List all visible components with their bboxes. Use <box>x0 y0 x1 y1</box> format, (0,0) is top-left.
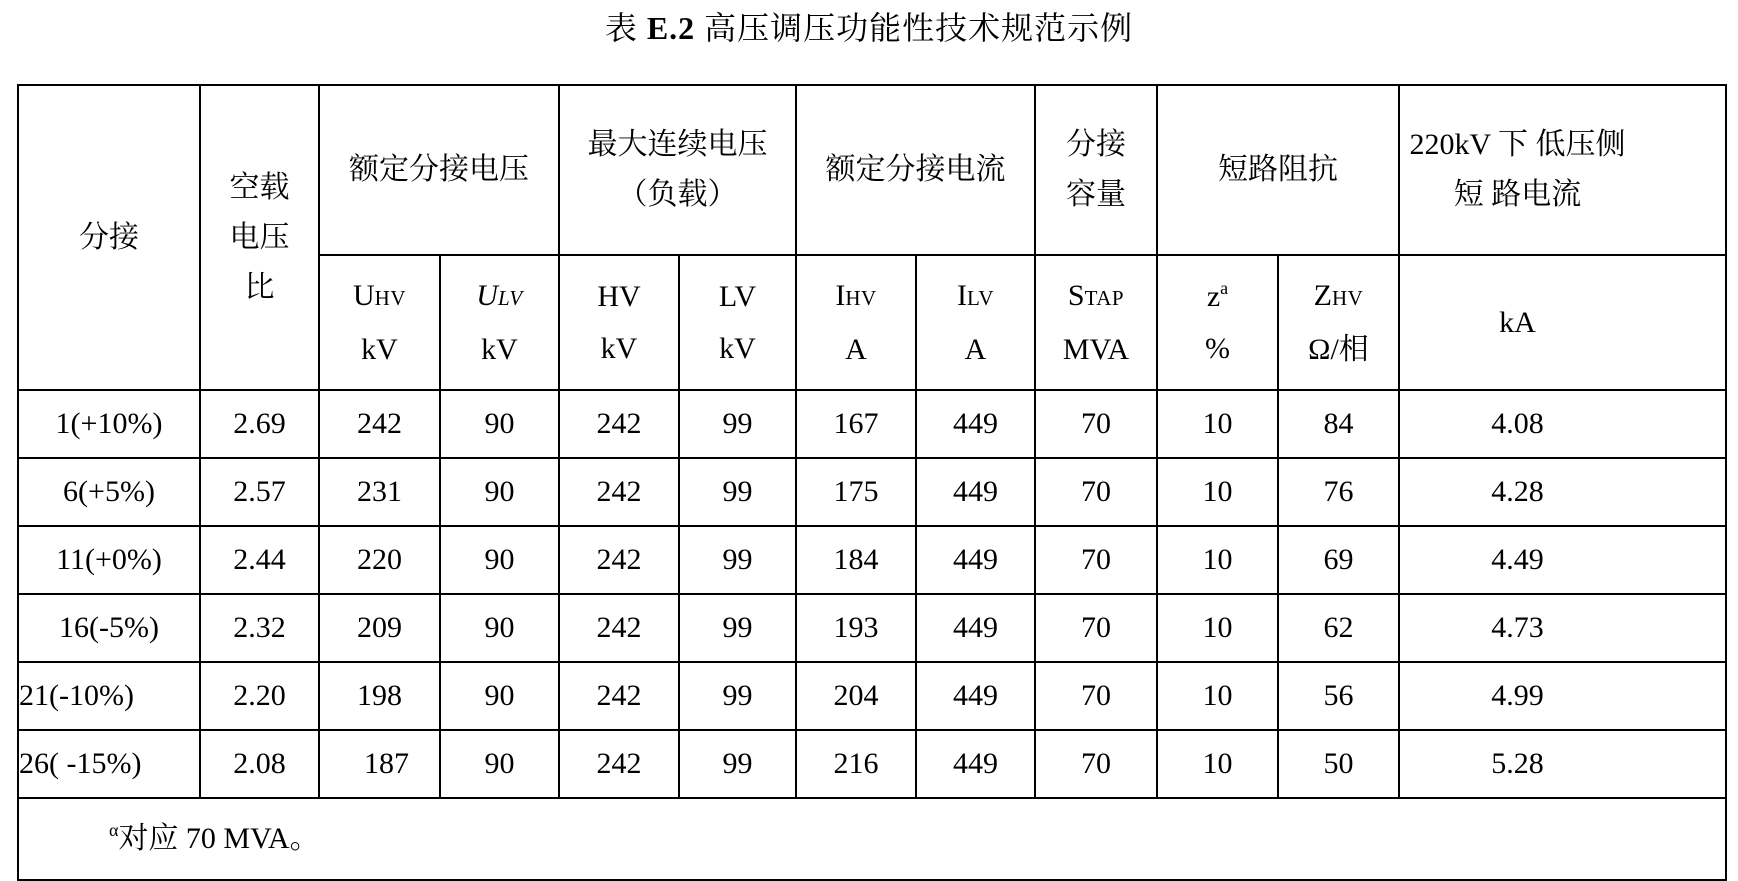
sub-stap <box>1035 255 1157 390</box>
cell-max-lv: 99 <box>679 526 796 594</box>
cell-z-pct: 10 <box>1157 662 1278 730</box>
cell-z-pct: 10 <box>1157 594 1278 662</box>
cell-sc-ka: 4.28 <box>1399 458 1726 526</box>
header-capacity: 分接 容量 <box>1035 85 1157 255</box>
cell-sc-ka: 4.73 <box>1399 594 1726 662</box>
cell-z-pct: 10 <box>1157 730 1278 798</box>
table-row <box>18 662 1726 730</box>
cell-z-hv: 84 <box>1278 390 1399 458</box>
cell-i-lv: 449 <box>916 594 1035 662</box>
header-sc-current: 220kV 下 低压侧短 路电流 <box>1399 85 1726 255</box>
cell-tap: 16(-5%) <box>18 594 200 662</box>
cell-ratio: 2.57 <box>200 458 319 526</box>
sub-z <box>1157 255 1278 390</box>
cell-ratio: 2.69 <box>200 390 319 458</box>
sub-ihv <box>796 255 916 390</box>
cell-max-lv: 99 <box>679 458 796 526</box>
sub-uhv-sub: HV <box>374 285 406 310</box>
cell-ratio: 2.08 <box>200 730 319 798</box>
sub-zhv-unit: Ω/相 <box>1308 332 1369 366</box>
cell-u-hv: 231 <box>319 458 440 526</box>
cell-max-lv: 99 <box>679 390 796 458</box>
header-ratio: 空载电压比 <box>200 85 319 390</box>
sub-z-main: z <box>1206 279 1221 313</box>
cell-s-tap: 70 <box>1035 594 1157 662</box>
cell-u-hv: 198 <box>319 662 440 730</box>
cell-z-hv: 69 <box>1278 526 1399 594</box>
sub-uhv <box>319 255 440 390</box>
cell-tap: 6(+5%) <box>18 458 200 526</box>
cell-u-hv: 209 <box>319 594 440 662</box>
cell-ratio: 2.20 <box>200 662 319 730</box>
cell-i-hv: 216 <box>796 730 916 798</box>
cell-max-hv: 242 <box>559 458 679 526</box>
header-rated-voltage: 额定分接电压 <box>319 85 559 255</box>
table-row <box>18 458 1726 526</box>
sub-ka: kA <box>1399 255 1726 390</box>
spec-table <box>17 84 1727 881</box>
table-row <box>18 594 1726 662</box>
cell-u-lv: 90 <box>440 594 559 662</box>
cell-u-lv: 90 <box>440 458 559 526</box>
sub-uhv-main: U <box>352 278 375 312</box>
cell-z-hv: 56 <box>1278 662 1399 730</box>
cell-s-tap: 70 <box>1035 390 1157 458</box>
cell-sc-ka: 4.99 <box>1399 662 1726 730</box>
cell-z-hv: 50 <box>1278 730 1399 798</box>
cell-sc-ka: 5.28 <box>1399 730 1726 798</box>
cell-tap: 26( -15%) <box>18 730 200 798</box>
title-number: E.2 <box>646 10 696 46</box>
sub-ilv-sub: LV <box>966 285 995 310</box>
footnote <box>18 798 1726 880</box>
header-row <box>18 85 1726 255</box>
cell-i-lv: 449 <box>916 458 1035 526</box>
table-row <box>18 730 1726 798</box>
cell-u-lv: 90 <box>440 662 559 730</box>
cell-sc-ka: 4.08 <box>1399 390 1726 458</box>
cell-s-tap: 70 <box>1035 526 1157 594</box>
sub-stap-unit: MVA <box>1062 332 1130 366</box>
cell-sc-ka: 4.49 <box>1399 526 1726 594</box>
cell-s-tap: 70 <box>1035 458 1157 526</box>
sub-lv-unit: kV <box>719 331 756 365</box>
sub-uhv-unit: kV <box>361 332 398 366</box>
cell-i-hv: 184 <box>796 526 916 594</box>
cell-u-lv: 90 <box>440 730 559 798</box>
table-row <box>18 526 1726 594</box>
cell-u-hv: 242 <box>319 390 440 458</box>
sub-hv-main: HV <box>597 279 641 313</box>
table-row <box>18 390 1726 458</box>
cell-i-lv: 449 <box>916 730 1035 798</box>
cell-tap: 1(+10%) <box>18 390 200 458</box>
sub-stap-main: S <box>1067 278 1085 312</box>
cell-z-hv: 76 <box>1278 458 1399 526</box>
cell-max-hv: 242 <box>559 390 679 458</box>
cell-u-lv: 90 <box>440 390 559 458</box>
sub-z-unit: % <box>1205 331 1230 365</box>
sub-lv <box>679 255 796 390</box>
header-max-voltage: 最大连续电压（负载） <box>559 85 796 255</box>
cell-i-lv: 449 <box>916 662 1035 730</box>
cell-max-hv: 242 <box>559 526 679 594</box>
cell-i-hv: 193 <box>796 594 916 662</box>
cell-tap: 11(+0%) <box>18 526 200 594</box>
sub-hv-unit: kV <box>600 331 638 365</box>
sub-z-sup: a <box>1220 277 1229 298</box>
cell-ratio: 2.44 <box>200 526 319 594</box>
cell-max-hv: 242 <box>559 730 679 798</box>
sub-ilv-unit: A <box>964 332 987 366</box>
cell-tap: 21(-10%) <box>18 662 200 730</box>
sub-stap-sub: TAP <box>1084 285 1125 310</box>
sub-ilv-main: I <box>956 278 967 312</box>
cell-s-tap: 70 <box>1035 662 1157 730</box>
cell-i-lv: 449 <box>916 526 1035 594</box>
cell-i-hv: 167 <box>796 390 916 458</box>
cell-max-lv: 99 <box>679 730 796 798</box>
sub-ulv-unit: kV <box>481 332 518 366</box>
cell-z-pct: 10 <box>1157 390 1278 458</box>
footnote-row <box>18 798 1726 880</box>
sub-zhv <box>1278 255 1399 390</box>
title-prefix: 表 <box>604 10 638 46</box>
table-title <box>0 4 1738 52</box>
sub-zhv-main: Z <box>1313 278 1332 312</box>
sub-ihv-unit: A <box>845 332 867 366</box>
cell-max-hv: 242 <box>559 662 679 730</box>
sub-ulv <box>440 255 559 390</box>
cell-z-pct: 10 <box>1157 526 1278 594</box>
cell-i-hv: 175 <box>796 458 916 526</box>
sub-hv <box>559 255 679 390</box>
sub-zhv-sub: HV <box>1331 285 1364 310</box>
cell-z-pct: 10 <box>1157 458 1278 526</box>
cell-ratio: 2.32 <box>200 594 319 662</box>
title-text: 高压调压功能性技术规范示例 <box>704 10 1134 46</box>
footnote-mark: α <box>109 820 119 840</box>
sub-ihv-main: I <box>835 278 846 312</box>
footnote-text: 对应 70 MVA。 <box>118 822 320 855</box>
cell-z-hv: 62 <box>1278 594 1399 662</box>
cell-max-lv: 99 <box>679 594 796 662</box>
cell-max-lv: 99 <box>679 662 796 730</box>
cell-s-tap: 70 <box>1035 730 1157 798</box>
sub-lv-main: LV <box>718 279 757 313</box>
cell-i-hv: 204 <box>796 662 916 730</box>
header-rated-current: 额定分接电流 <box>796 85 1035 255</box>
cell-i-lv: 449 <box>916 390 1035 458</box>
sub-ilv <box>916 255 1035 390</box>
cell-u-lv: 90 <box>440 526 559 594</box>
sub-ulv-sub: LV <box>497 285 523 310</box>
cell-max-hv: 242 <box>559 594 679 662</box>
header-tap: 分接 <box>18 85 200 390</box>
sub-ulv-main: U <box>476 278 498 312</box>
sub-ihv-sub: HV <box>845 285 877 310</box>
cell-u-hv: 220 <box>319 526 440 594</box>
cell-u-hv: 187 <box>319 730 440 798</box>
header-impedance: 短路阻抗 <box>1157 85 1399 255</box>
